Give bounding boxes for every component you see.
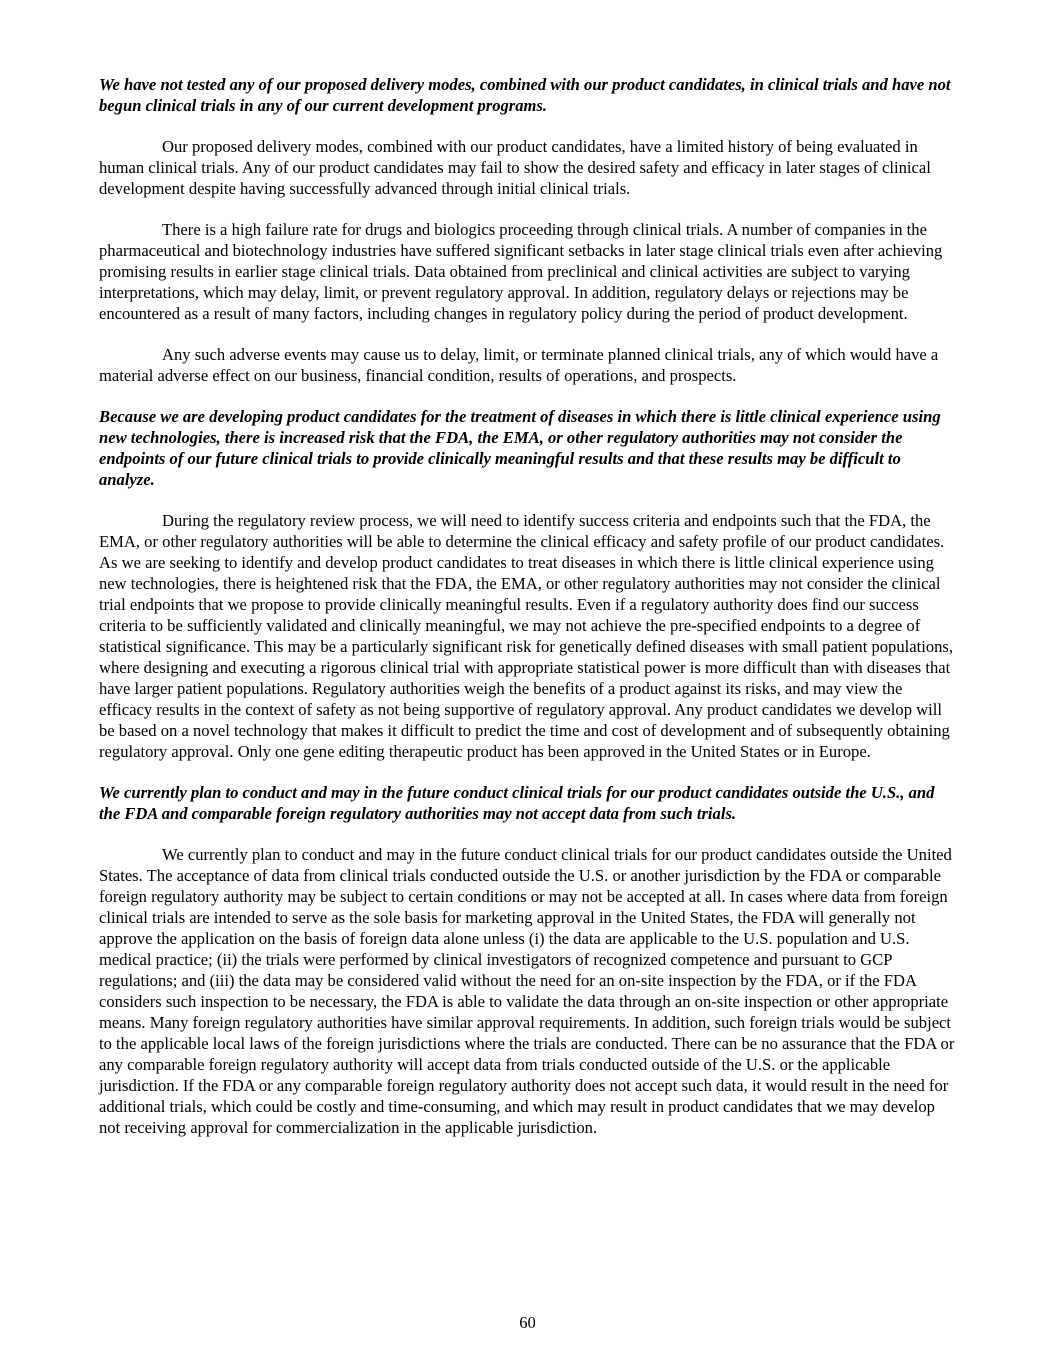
risk-factor-heading: Because we are developing product candidates for the treatment of diseases in which there is little clinical experience using new technologies, there is increased risk that the FDA, the EMA, or other regulatory authorities may not consider the endpoints of our future clinical trials to provide clinically meaningful results and that these results may be difficult to analyze.	[99, 407, 941, 489]
body-paragraph: There is a high failure rate for drugs and biologics proceeding through clinical trials. A number of companies in the pharmaceutical and biotechnology industries have suffered significant setbacks in later stage clinical trials even after achieving promising results in earlier stage clinical trials. Data obtained from preclinical and clinical activities are subject to varying interpretations, which may delay, limit, or prevent regulatory approval. In addition, regulatory delays or rejections may be encountered as a result of many factors, including changes in regulatory policy during the period of product development.	[99, 220, 943, 323]
body-paragraph: During the regulatory review process, we will need to identify success criteria and endpoints such that the FDA, the EMA, or other regulatory authorities will be able to determine the clinical efficacy and safety profile of our product candidates. As we are seeking to identify and develop product candidates to treat diseases in which there is little clinical experience using new technologies, there is heightened risk that the FDA, the EMA, or other regulatory authorities may not consider the clinical trial endpoints that we propose to provide clinically meaningful results. Even if a regulatory authority does find our success criteria to be sufficiently validated and clinically meaningful, we may not achieve the pre-specified endpoints to a degree of statistical significance. This may be a particularly significant risk for genetically defined diseases with small patient populations, where designing and executing a rigorous clinical trial with appropriate statistical power is more difficult than with diseases that have larger patient populations. Regulatory authorities weigh the benefits of a product against its risks, and may view the efficacy results in the context of safety as not being supportive of regulatory approval. Any product candidates we develop will be based on a novel technology that makes it difficult to predict the time and cost of development and of subsequently obtaining regulatory approval. Only one gene editing therapeutic product has been approved in the United States or in Europe.	[99, 511, 954, 761]
body-paragraph: We currently plan to conduct and may in the future conduct clinical trials for our product candidates outside the United States. The acceptance of data from clinical trials conducted outside the U.S. or another jurisdiction by the FDA or comparable foreign regulatory authority may be subject to certain conditions or may not be accepted at all. In cases where data from foreign clinical trials are intended to serve as the sole basis for marketing approval in the United States, the FDA will generally not approve the application on the basis of foreign data alone unless (i) the data are applicable to the U.S. population and U.S. medical practice; (ii) the trials were performed by clinical investigators of recognized competence and pursuant to GCP regulations; and (iii) the data may be considered valid without the need for an on-site inspection by the FDA, or if the FDA considers such inspection to be necessary, the FDA is able to validate the data through an on-site inspection or other appropriate means. Many foreign regulatory authorities have similar approval requirements. In addition, such foreign trials would be subject to the applicable local laws of the foreign jurisdictions where the trials are conducted. There can be no assurance that the FDA or any comparable foreign regulatory authority will accept data from trials conducted outside of the U.S. or the applicable jurisdiction. If the FDA or any comparable foreign regulatory authority does not accept such data, it would result in the need for additional trials, which could be costly and time-consuming, and which may result in product candidates that we may develop not receiving approval for commercialization in the applicable jurisdiction.	[99, 845, 955, 1137]
body-paragraph: Any such adverse events may cause us to delay, limit, or terminate planned clinical trials, any of which would have a material adverse effect on our business, financial condition, results of operations, and prospects.	[99, 345, 939, 385]
document-body	[99, 74, 957, 1158]
risk-factor-heading: We have not tested any of our proposed delivery modes, combined with our product candidates, in clinical trials and have not begun clinical trials in any of our current development programs.	[99, 75, 951, 115]
body-paragraph: Our proposed delivery modes, combined with our product candidates, have a limited history of being evaluated in human clinical trials. Any of our product candidates may fail to show the desired safety and efficacy in later stages of clinical development despite having successfully advanced through initial clinical trials.	[99, 137, 931, 198]
page-number: 60	[519, 1313, 536, 1332]
risk-factor-heading: We currently plan to conduct and may in the future conduct clinical trials for our product candidates outside the U.S., and the FDA and comparable foreign regulatory authorities may not accept data from such trials.	[99, 783, 935, 823]
